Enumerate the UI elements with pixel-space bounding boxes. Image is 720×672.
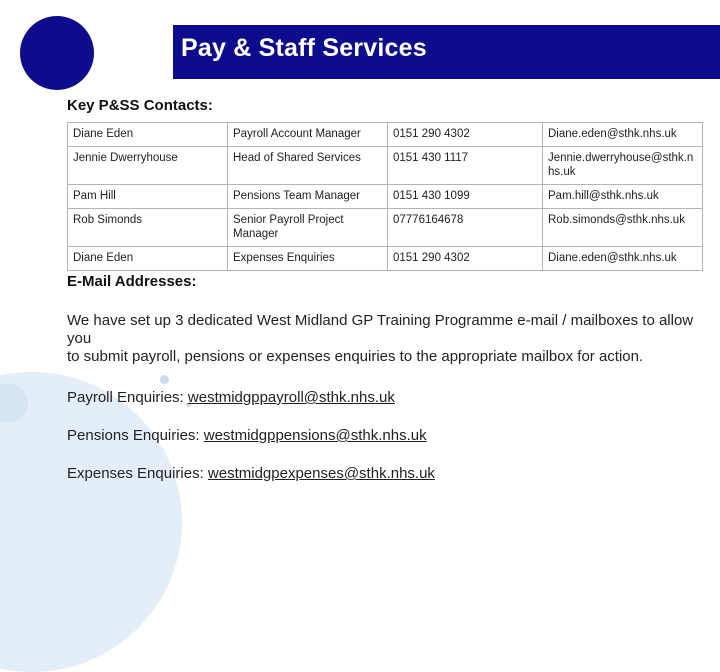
title-bar bbox=[173, 25, 720, 79]
table-row bbox=[68, 247, 703, 271]
payroll-email-link[interactable]: westmidgppayroll@sthk.nhs.uk bbox=[187, 389, 395, 406]
table-row bbox=[68, 185, 703, 209]
contact-phone: 0151 430 1117 bbox=[388, 147, 543, 185]
contact-phone: 0151 290 4302 bbox=[388, 247, 543, 271]
contacts-heading: Key P&SS Contacts: bbox=[67, 97, 213, 114]
contact-role: Senior Payroll Project Manager bbox=[228, 209, 388, 247]
contact-role: Payroll Account Manager bbox=[228, 123, 388, 147]
logo-circle bbox=[20, 16, 94, 90]
contact-name: Rob Simonds bbox=[68, 209, 228, 247]
expenses-email-link[interactable]: westmidgpexpenses@sthk.nhs.uk bbox=[207, 465, 435, 482]
table-row bbox=[68, 209, 703, 247]
payroll-label: Payroll Enquiries: bbox=[67, 389, 188, 406]
contact-name: Pam Hill bbox=[68, 185, 228, 209]
pensions-enquiries bbox=[67, 427, 427, 444]
background-bubble-small bbox=[160, 375, 169, 384]
contact-email: Rob.simonds@sthk.nhs.uk bbox=[543, 209, 703, 247]
contact-phone: 07776164678 bbox=[388, 209, 543, 247]
contact-role: Pensions Team Manager bbox=[228, 185, 388, 209]
emails-heading: E-Mail Addresses: bbox=[67, 273, 197, 290]
expenses-label: Expenses Enquiries: bbox=[67, 465, 208, 482]
expenses-enquiries bbox=[67, 465, 435, 482]
contact-phone: 0151 290 4302 bbox=[388, 123, 543, 147]
contact-name: Diane Eden bbox=[68, 123, 228, 147]
intro-line-1: We have set up 3 dedicated West Midland GP Training Programme e-mail / mailboxes to allow you bbox=[67, 312, 694, 347]
emails-intro bbox=[67, 312, 707, 366]
contact-email: Diane.eden@sthk.nhs.uk bbox=[543, 247, 703, 271]
background-bubble-large bbox=[0, 372, 182, 672]
contact-email: Diane.eden@sthk.nhs.uk bbox=[543, 123, 703, 147]
payroll-enquiries bbox=[67, 389, 395, 406]
slide-title: Pay & Staff Services bbox=[181, 34, 427, 62]
contact-phone: 0151 430 1099 bbox=[388, 185, 543, 209]
table-row bbox=[68, 123, 703, 147]
contact-name: Jennie Dwerryhouse bbox=[68, 147, 228, 185]
contact-role: Head of Shared Services bbox=[228, 147, 388, 185]
pensions-email-link[interactable]: westmidgppensions@sthk.nhs.uk bbox=[203, 427, 427, 444]
contact-name: Diane Eden bbox=[68, 247, 228, 271]
contacts-table bbox=[67, 122, 703, 271]
intro-line-2: to submit payroll, pensions or expenses enquiries to the appropriate mailbox for action. bbox=[67, 348, 644, 365]
contact-role: Expenses Enquiries bbox=[228, 247, 388, 271]
pensions-label: Pensions Enquiries: bbox=[67, 427, 204, 444]
contact-email: Jennie.dwerryhouse@sthk.nhs.uk bbox=[543, 147, 703, 185]
table-row bbox=[68, 147, 703, 185]
contact-email: Pam.hill@sthk.nhs.uk bbox=[543, 185, 703, 209]
